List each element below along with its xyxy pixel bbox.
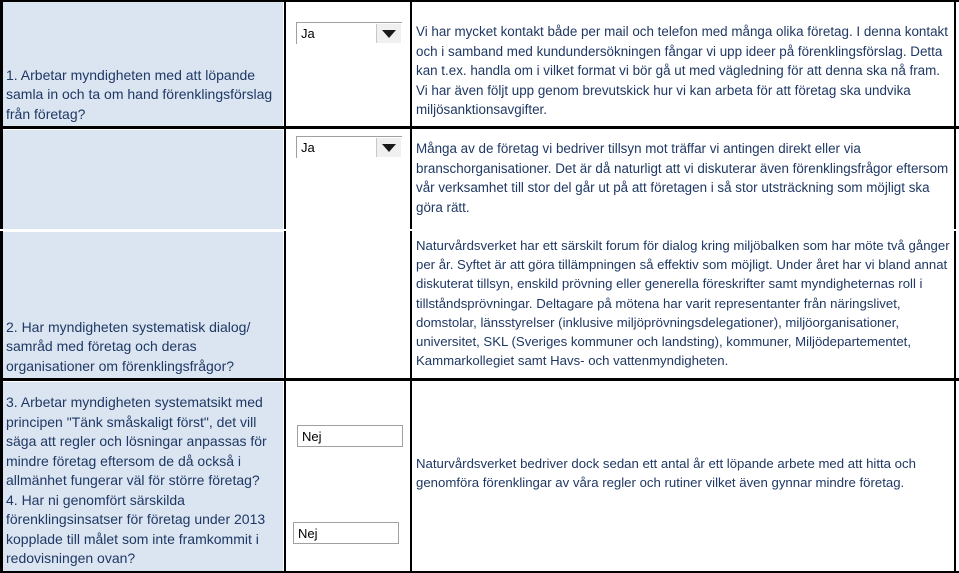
grid-line-top bbox=[0, 0, 959, 2]
answer-select-3[interactable] bbox=[297, 425, 403, 447]
question-cell-3[interactable] bbox=[2, 382, 283, 571]
grid-line-question-column bbox=[284, 0, 286, 573]
answer-select-1-value: Ja bbox=[301, 26, 315, 41]
answer-select-4-value: Nej bbox=[298, 526, 318, 541]
question-cell-2-top[interactable] bbox=[2, 130, 283, 229]
question-text-1: 1. Arbetar myndigheten med att löpande samla in och ta om hand förenklingsförslag från företag? bbox=[6, 66, 273, 122]
chevron-down-icon[interactable] bbox=[376, 138, 401, 157]
answer-text-1: Vi har mycket kontakt både per mail och telefon med många olika företag. I denna kontakt och i samband med kundundersökningen fångar vi upp ideer på förenklingsförslag. Detta kan t.ex. handla om i vilket format vi bör gå ut med vägledning för att denna ska nå fram. Vi har även följt upp genom brevutskick hur vi kan arbeta för att företag ska undvika miljösanktionsavgifter. bbox=[416, 24, 948, 117]
grid-line-answer-column bbox=[410, 0, 412, 573]
answer-select-2[interactable] bbox=[296, 136, 402, 158]
answer-select-2-value: Ja bbox=[301, 140, 315, 155]
grid-line-row-1 bbox=[0, 126, 959, 129]
answer-text-2a: Många av de företag vi bedriver tillsyn mot träffar vi antingen direkt eller via branschorganisationer. Det är då naturligt att vi diskuterar även förenklingsfrågor eftersom vår verksamhet till stor del går ut på att företagen i så stor utsträckning som möjligt ska göra rätt. bbox=[416, 141, 949, 215]
grid-line-right bbox=[954, 0, 956, 573]
answer-select-3-value: Nej bbox=[302, 429, 322, 444]
question-text-3: 3. Arbetar myndigheten systematsikt med principen "Tänk småskaligt först", det vill säga att regler och lösningar anpassas för mindre företag eftersom de då också i allmänhet fungerar väl för större företag? bbox=[6, 394, 267, 488]
answer-select-4[interactable] bbox=[293, 522, 399, 544]
chevron-down-icon[interactable] bbox=[376, 24, 401, 43]
grid-line-left bbox=[0, 0, 3, 573]
answer-text-3: Naturvårdsverket bedriver dock sedan ett antal år ett löpande arbete med att hitta och genomföra förenklingar av våra regler och rutiner vilket även gynnar mindre företag. bbox=[416, 456, 916, 491]
question-text-4: 4. Har ni genomfört särskilda förenklingsinsatser för företag under 2013 kopplade till målet som inte framkommit i redovisningen ovan? bbox=[6, 491, 266, 566]
grid-line-row-3 bbox=[0, 378, 959, 381]
answer-text-2b: Naturvårdsverket har ett särskilt forum för dialog kring miljöbalken som har möte två gånger per år. Syftet är att göra tillämpningen så effektiv som möjligt. Under året har vi bland annat diskuterat tillsyn, enskild prövning eller generella föreskrifter samt myndigheternas roll i tillståndsprövningar. Deltagare på mötena har varit representanter från näringslivet, domstolar, länsstyrelser (inklusive miljöprövningsdelegationer), miljöorganisationer, universitet, SKL (Sveriges kommuner och landsting), kommuner, Miljödepartementet, Kammarkollegiet samt Havs- och vattenmyndigheten. bbox=[416, 238, 950, 369]
question-cell-1[interactable] bbox=[2, 2, 283, 126]
question-cell-2[interactable] bbox=[2, 232, 283, 378]
answer-divider-1 bbox=[412, 229, 955, 230]
question-text-2: 2. Har myndigheten systematisk dialog/ samråd med företag och deras organisationer om förenklingsfrågor? bbox=[6, 318, 251, 374]
answer-select-1[interactable] bbox=[296, 22, 402, 44]
